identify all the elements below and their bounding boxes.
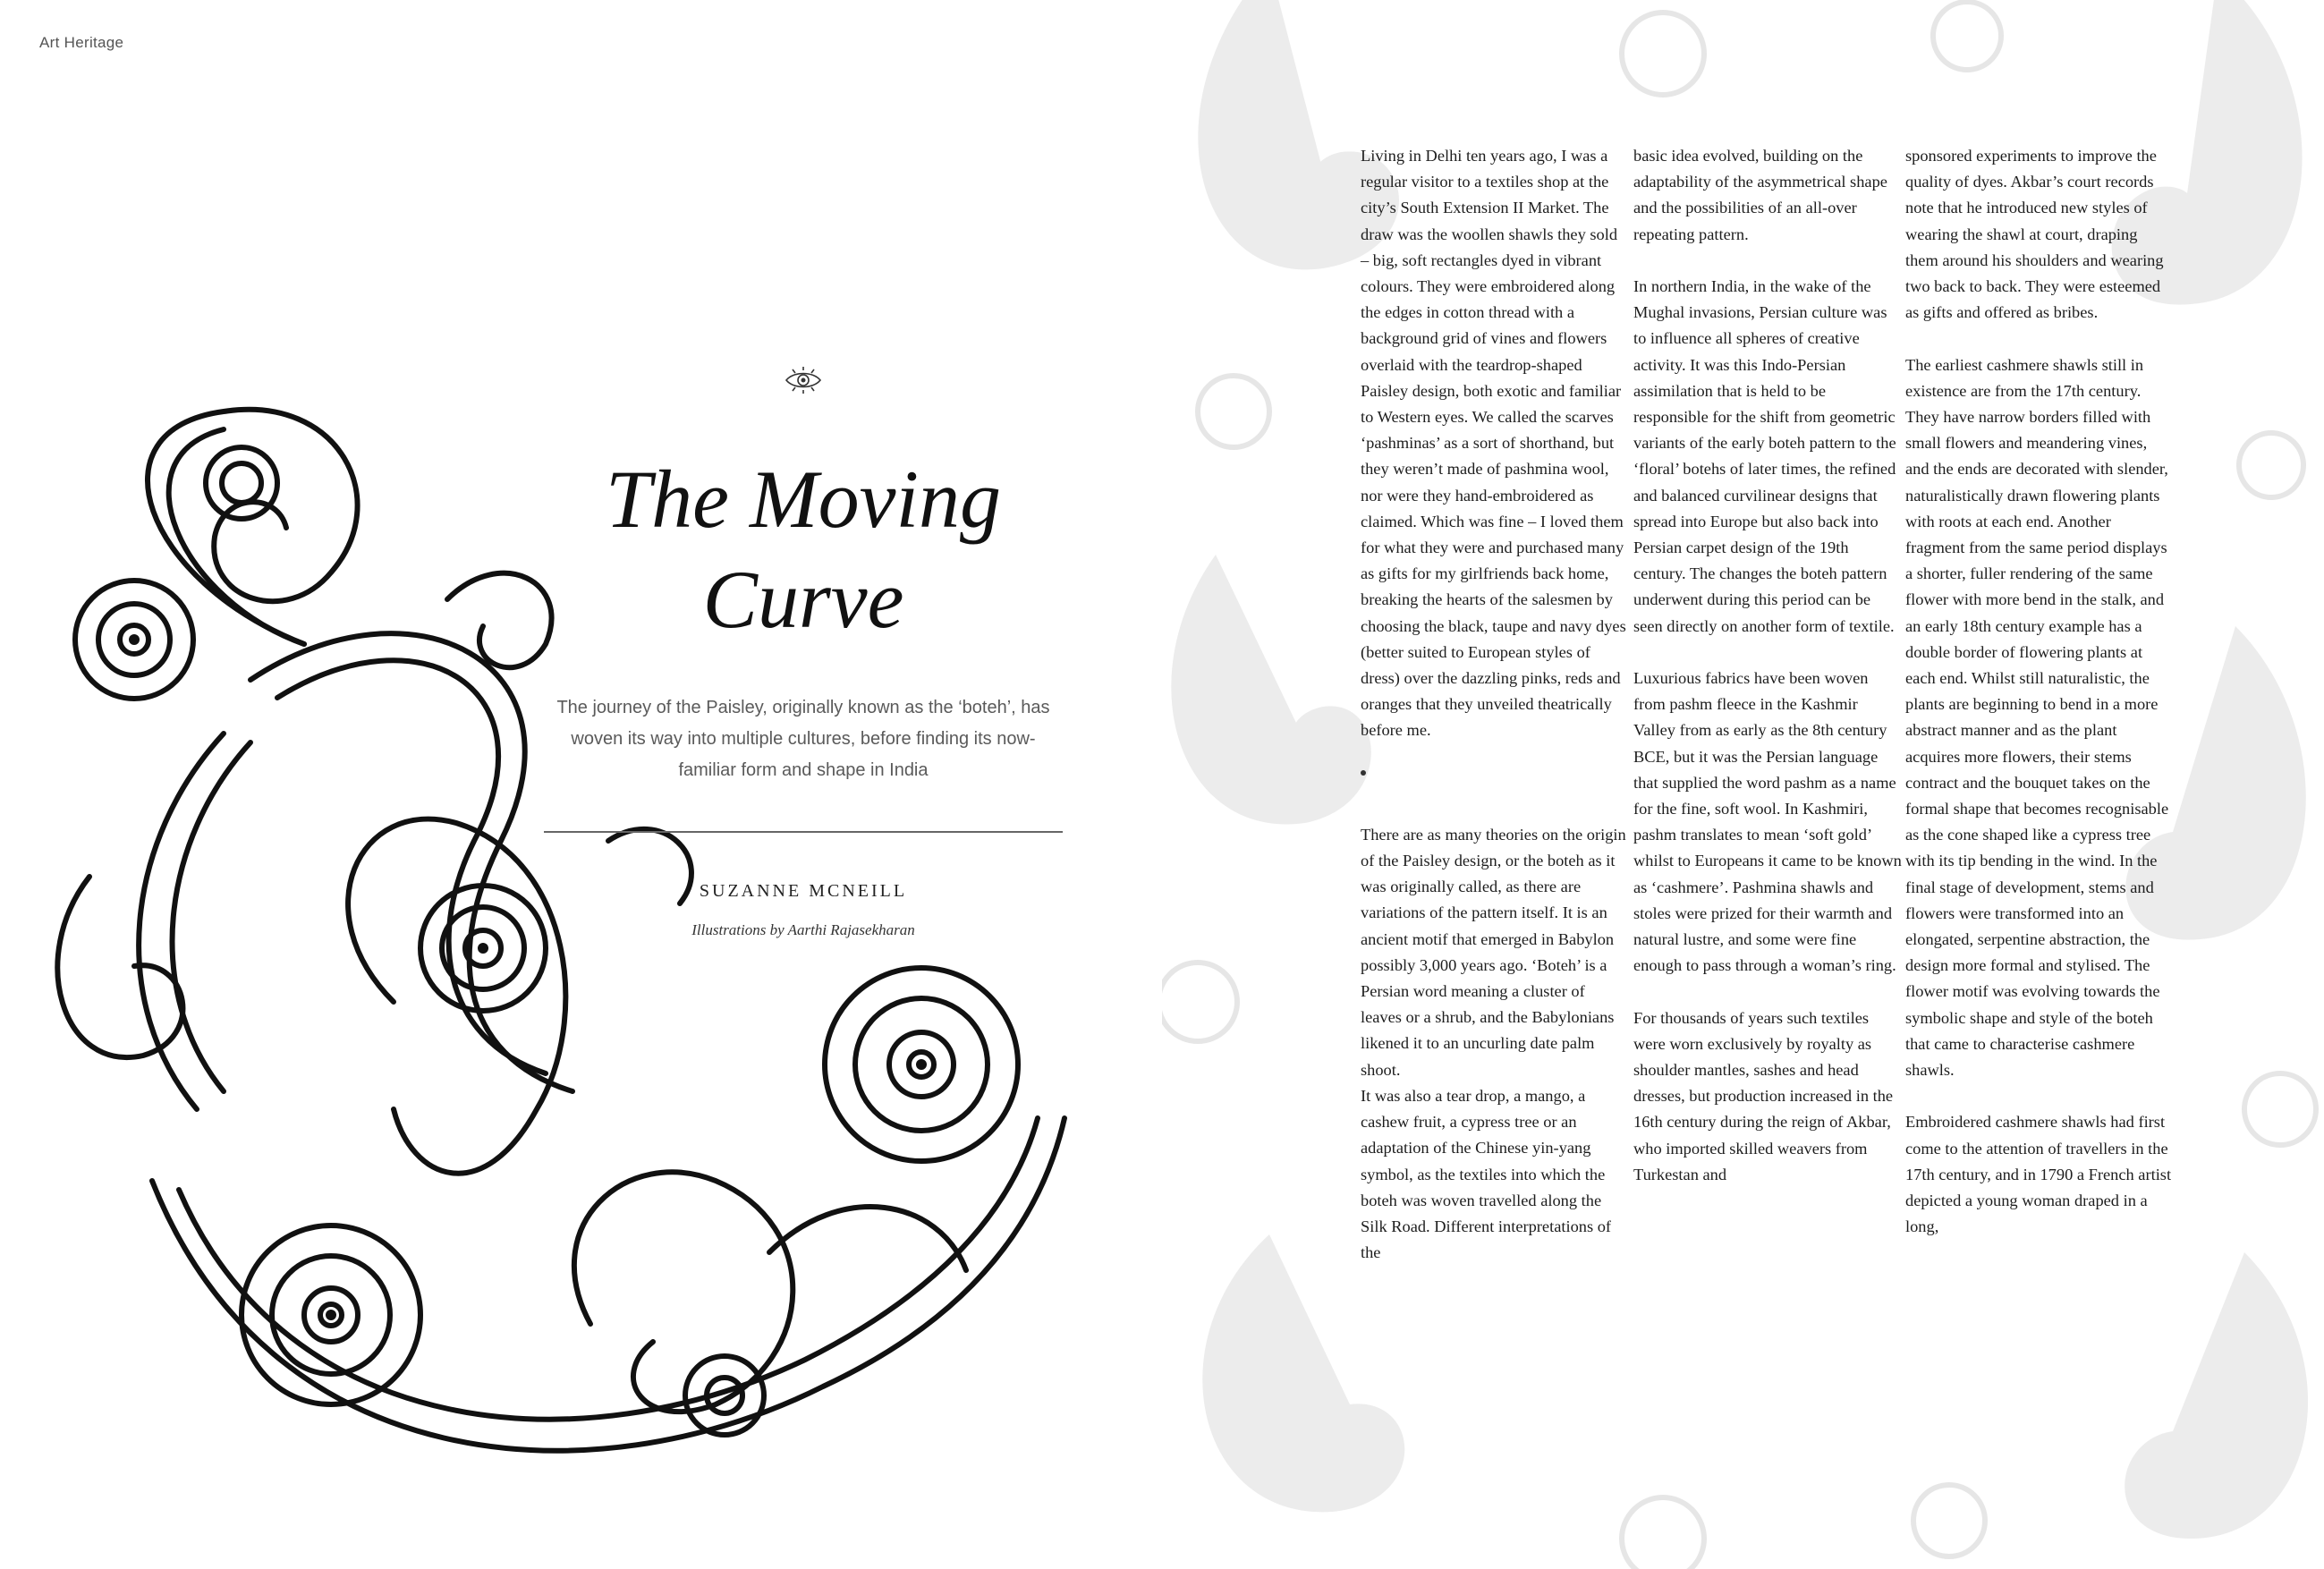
title-divider (544, 831, 1063, 833)
body-column-3 (1905, 143, 2174, 1267)
section-ornament (1361, 770, 1366, 776)
body-paragraph: Luxurious fabrics have been woven from pashm fleece in the Kashmir Valley from as early as the 8th century BCE, but it was the Persian language that supplied the word pashm as a name for the fine, soft wool. In Kashmiri, pashm translates to mean ‘soft gold’ whilst to Europeans it came to be known as ‘cashmere’. Pashmina shawls and stoles were prized for their warmth and natural lustre, and some were fine enough to pass through a woman’s ring. (1633, 669, 1902, 975)
body-column-1 (1361, 143, 1629, 1293)
body-paragraph: Embroidered cashmere shawls had first come to the attention of travellers in the 17th century, and in 1790 a French artist depicted a young woman draped in a long, (1905, 1113, 2172, 1236)
body-column-2 (1633, 143, 1902, 1214)
body-paragraph: It was also a tear drop, a mango, a cashew fruit, a cypress tree or an adaptation of the Chinese yin-yang symbol, as the textiles into which the boteh was woven travelled along the Silk Road. Different interpretations of the (1361, 1086, 1612, 1262)
title-block (544, 365, 1063, 939)
section-label: Art Heritage (39, 34, 124, 51)
title-line-1: The Moving (605, 454, 1002, 545)
author-name: SUZANNE MCNEILL (699, 881, 908, 901)
article-title (544, 449, 1063, 649)
body-paragraph: Living in Delhi ten years ago, I was a regular visitor to a textiles shop at the city’s South Extension II Market. The draw was the woollen shawls they sold – big, soft rectangles dyed in vibrant colours. They were embroidered along the edges in cotton thread with a background grid of vines and flowers overlaid with the teardrop-shaped Paisley design, both exotic and familiar to Western eyes. We called the scarves ‘pashminas’ as a sort of shorthand, but they weren’t made of pashmina wool, nor were they hand-embroidered as claimed. Which was fine – I loved them for what they were and purchased many as gifts for my girlfriends back home, breaking the hearts of the salesmen by choosing the black, taupe and navy dyes (better suited to European styles of dress) over the dazzling pinks, reds and oranges that they unveiled theatrically before me. (1361, 147, 1626, 740)
illustrator-credit: Illustrations by Aarthi Rajasekharan (691, 921, 915, 938)
body-paragraph: basic idea evolved, building on the adaptability of the asymmetrical shape and the possibilities of an all-over repeating pattern. (1633, 147, 1887, 243)
title-line-2: Curve (702, 554, 904, 645)
body-paragraph: The earliest cashmere shawls still in existence are from the 17th century. They have narrow borders filled with small flowers and meandering vines, and the ends are decorated with slender, naturalistically drawn flowering plants with roots at each end. Another fragment from the same period displays a shorter, fuller rendering of the same flower with more bend in the stalk, and an early 18th century example has a double border of flowering plants at each end. Whilst still naturalistic, the plants are beginning to bend in a more abstract manner and as the plant acquires more flowers, their stems contract and the bouquet takes on the formal shape that becomes recognisable as the cone shaped like a cypress tree with its tip bending in the wind. In the final stage of development, stems and flowers were transformed into an elongated, serpentine abstraction, the design more formal and stylised. The flower motif was evolving towards the symbolic shape and style of the boteh that came to characterise cashmere shawls. (1905, 355, 2169, 1080)
body-paragraph: sponsored experiments to improve the quality of dyes. Akbar’s court records note that he introduced new styles of wearing the shawl at court, draping them around his shoulders and wearing two back to back. They were esteemed as gifts and offered as bribes. (1905, 147, 2164, 322)
article-subtitle: The journey of the Paisley, originally known as the ‘boteh’, has woven its way into multiple cultures, before finding its now-familiar form and shape in India (556, 698, 1050, 780)
body-paragraph: For thousands of years such textiles were worn exclusively by royalty as shoulder mantles, sashes and head dresses, but production increased in the 16th century during the reign of Akbar, who imported skilled weavers from Turkestan and (1633, 1008, 1894, 1183)
body-paragraph: In northern India, in the wake of the Mughal invasions, Persian culture was to influence all spheres of creative activity. It was this Indo-Persian assimilation that is held to be responsible for the shift from geometric variants of the early boteh pattern to the ‘floral’ botehs of later times, the refined and balanced curvilinear designs that spread into Europe but also back into Persian carpet design of the 19th century. The changes the boteh pattern underwent during this period can be seen directly on another form of textile. (1633, 277, 1896, 635)
eye-icon (783, 365, 824, 395)
body-paragraph: There are as many theories on the origin of the Paisley design, or the boteh as it was originally called, as there are variations of the pattern itself. It is an ancient motif that emerged in Babylon possibly 3,000 years ago. ‘Boteh’ is a Persian word meaning a cluster of leaves or a shrub, and the Babylonians likened it to an uncurling date palm shoot. (1361, 825, 1626, 1079)
